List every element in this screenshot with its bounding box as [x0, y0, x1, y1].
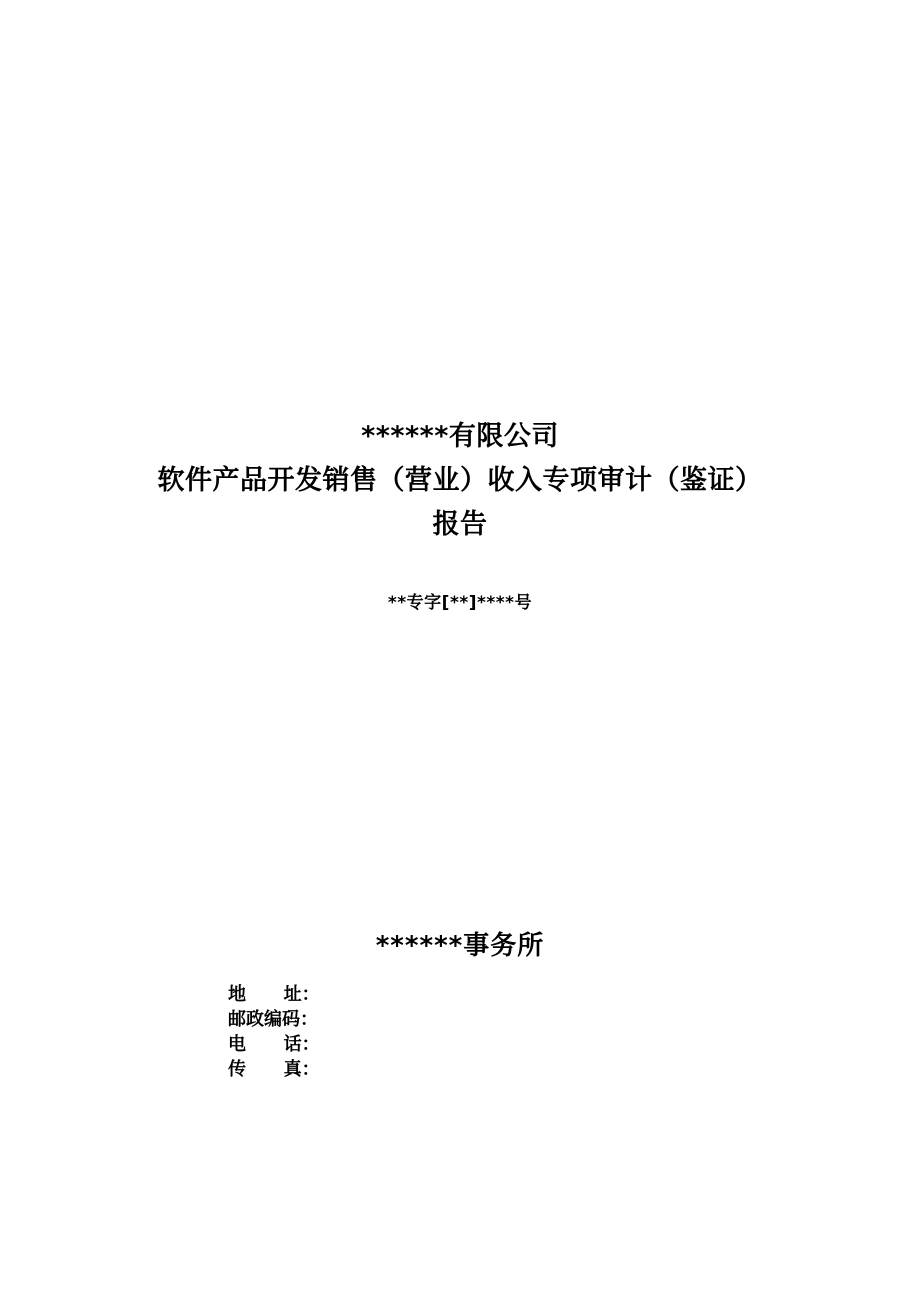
report-title-line-1: ******有限公司 [361, 421, 559, 452]
report-title [0, 415, 920, 547]
contact-row-postcode: 邮政编码： [228, 1009, 318, 1030]
contact-block [228, 982, 320, 1082]
report-title-line-3: 报告 [432, 509, 488, 540]
contact-row-phone: 电 话： [228, 1034, 320, 1055]
contact-row-fax: 传 真： [228, 1059, 320, 1080]
contact-row-address: 地 址： [228, 984, 320, 1005]
firm-name: ******事务所 [375, 931, 545, 961]
document-number: **专字[**]****号 [387, 593, 533, 613]
report-title-line-2: 软件产品开发销售（营业）收入专项审计（鉴证） [157, 465, 763, 496]
